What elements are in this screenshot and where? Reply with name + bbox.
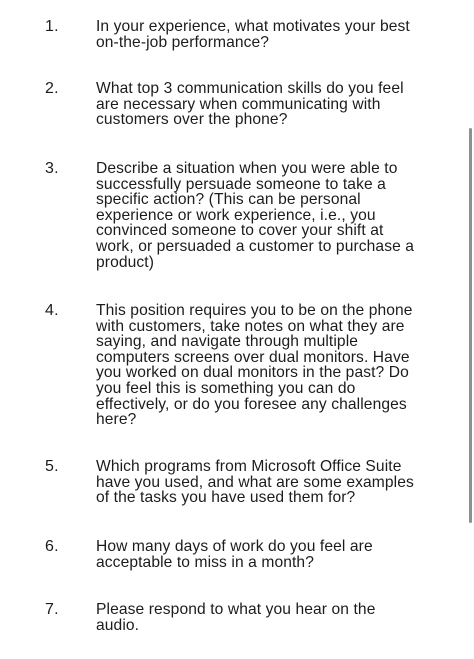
question-number: 5. bbox=[45, 458, 59, 475]
scrollbar-thumb[interactable] bbox=[469, 128, 472, 523]
question-text: How many days of work do you feel are acceptable to miss in a month? bbox=[96, 538, 373, 571]
question-number: 2. bbox=[45, 80, 59, 97]
question-text: Which programs from Microsoft Office Suite have you used, and what are some examples of the tasks you have used them for? bbox=[96, 458, 414, 507]
question-number: 3. bbox=[45, 160, 59, 177]
question-text: What top 3 communication skills do you feel are necessary when communicating with customers over the phone? bbox=[96, 80, 404, 129]
vertical-scrollbar[interactable] bbox=[464, 0, 474, 659]
question-text: Please respond to what you hear on the audio. bbox=[96, 601, 376, 634]
question-text: In your experience, what motivates your best on-the-job performance? bbox=[96, 18, 410, 51]
question-number: 1. bbox=[45, 18, 59, 35]
question-text: Describe a situation when you were able to successfully persuade someone to take a specific action? (This can be personal experience or work experience, i.e., you convinced someone to cover your shift at work, or persuaded a customer to purchase a product) bbox=[96, 160, 415, 271]
question-number: 6. bbox=[45, 538, 59, 555]
question-text: This position requires you to be on the phone with customers, take notes on what they are saying, and navigate through multiple computers screens over dual monitors. Have you worked on dual monitors in the past? Do you feel this is something you can do effectively, or do you foresee any challenges here? bbox=[96, 302, 413, 429]
question-number: 7. bbox=[45, 601, 59, 618]
question-number: 4. bbox=[45, 302, 59, 319]
